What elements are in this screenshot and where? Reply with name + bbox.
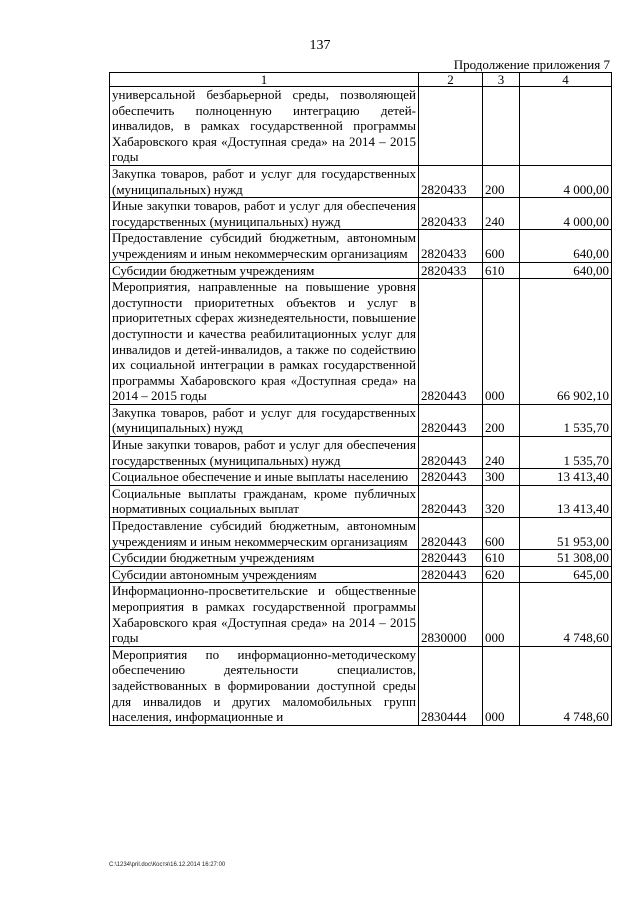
table-row <box>110 279 612 405</box>
row-description: Закупка товаров, работ и услуг для государственных (муниципальных) нужд <box>110 165 419 197</box>
row-description: Иные закупки товаров, работ и услуг для обеспечения государственных (муниципальных) нужд <box>110 437 419 469</box>
row-code: 2820433 <box>419 262 483 279</box>
row-sum: 645,00 <box>520 566 612 583</box>
row-sum: 4 748,60 <box>520 646 612 725</box>
row-group <box>483 87 520 166</box>
row-group: 200 <box>483 165 520 197</box>
page-number: 137 <box>309 38 331 53</box>
row-group: 240 <box>483 437 520 469</box>
row-description: Субсидии бюджетным учреждениям <box>110 550 419 567</box>
row-sum: 51 953,00 <box>520 518 612 550</box>
table-row <box>110 262 612 279</box>
row-sum: 4 748,60 <box>520 583 612 646</box>
row-sum <box>520 87 612 166</box>
row-description: Социальное обеспечение и иные выплаты населению <box>110 469 419 486</box>
budget-table <box>109 72 612 726</box>
row-code: 2820443 <box>419 279 483 405</box>
table-row <box>110 437 612 469</box>
row-group: 600 <box>483 230 520 262</box>
row-code: 2830000 <box>419 583 483 646</box>
row-sum: 1 535,70 <box>520 404 612 436</box>
row-group: 000 <box>483 279 520 405</box>
table-row <box>110 87 612 166</box>
row-description: Мероприятия, направленные на повышение уровня доступности приоритетных объектов и услуг в приоритетных сферах жизнедеятельности, повышение доступности и качества реабилитационных услуг для инвалидов и детей-инвалидов, а также по содействию их социальной интеграции в рамках государственной программы Хабаровского края «Доступная среда» на 2014 – 2015 годы <box>110 279 419 405</box>
row-group: 600 <box>483 518 520 550</box>
table-row <box>110 583 612 646</box>
row-code: 2820443 <box>419 469 483 486</box>
table-row <box>110 404 612 436</box>
row-group: 610 <box>483 550 520 567</box>
row-code: 2820443 <box>419 566 483 583</box>
row-sum: 13 413,40 <box>520 469 612 486</box>
row-group: 240 <box>483 198 520 230</box>
row-code: 2830444 <box>419 646 483 725</box>
table-header-row <box>110 73 612 87</box>
row-sum: 640,00 <box>520 230 612 262</box>
row-code <box>419 87 483 166</box>
row-sum: 4 000,00 <box>520 165 612 197</box>
row-sum: 51 308,00 <box>520 550 612 567</box>
table-row <box>110 646 612 725</box>
row-description: Субсидии бюджетным учреждениям <box>110 262 419 279</box>
row-description: универсальной безбарьерной среды, позволяющей обеспечить полноценную интеграцию детей-инвалидов, в рамках государственной программы Хабаровского края «Доступная среда» на 2014 – 2015 годы <box>110 87 419 166</box>
row-group: 320 <box>483 485 520 517</box>
header-cell-col4: 4 <box>520 73 612 87</box>
row-group: 610 <box>483 262 520 279</box>
row-sum: 640,00 <box>520 262 612 279</box>
row-sum: 66 902,10 <box>520 279 612 405</box>
header-cell-col3: 3 <box>483 73 520 87</box>
row-code: 2820433 <box>419 198 483 230</box>
table-row <box>110 469 612 486</box>
row-sum: 4 000,00 <box>520 198 612 230</box>
row-group: 000 <box>483 646 520 725</box>
row-description: Субсидии автономным учреждениям <box>110 566 419 583</box>
header-cell-col1: 1 <box>110 73 419 87</box>
footer-file-path: C:\1234\pril.doc\Костя\16.12.2014 16:27:00 <box>109 862 226 868</box>
row-code: 2820443 <box>419 437 483 469</box>
row-description: Мероприятия по информационно-методическому обеспечению деятельности специалистов, задействованных в формировании доступной среды для инвалидов и других маломобильных групп населения, информационные и <box>110 646 419 725</box>
table-row <box>110 550 612 567</box>
table-row <box>110 165 612 197</box>
table-row <box>110 566 612 583</box>
table-row <box>110 485 612 517</box>
row-description: Закупка товаров, работ и услуг для государственных (муниципальных) нужд <box>110 404 419 436</box>
row-group: 000 <box>483 583 520 646</box>
row-group: 300 <box>483 469 520 486</box>
row-description: Иные закупки товаров, работ и услуг для обеспечения государственных (муниципальных) нужд <box>110 198 419 230</box>
row-description: Информационно-просветительские и общественные мероприятия в рамках государственной программы Хабаровского края «Доступная среда» на 2014 – 2015 годы <box>110 583 419 646</box>
row-description: Предоставление субсидий бюджетным, автономным учреждениям и иным некоммерческим организациям <box>110 230 419 262</box>
continuation-label: Продолжение приложения 7 <box>453 57 610 72</box>
table-row <box>110 518 612 550</box>
row-code: 2820443 <box>419 485 483 517</box>
row-description: Социальные выплаты гражданам, кроме публичных нормативных социальных выплат <box>110 485 419 517</box>
row-code: 2820433 <box>419 230 483 262</box>
row-sum: 1 535,70 <box>520 437 612 469</box>
row-code: 2820433 <box>419 165 483 197</box>
row-group: 620 <box>483 566 520 583</box>
row-code: 2820443 <box>419 404 483 436</box>
row-code: 2820443 <box>419 518 483 550</box>
header-cell-col2: 2 <box>419 73 483 87</box>
row-description: Предоставление субсидий бюджетным, автономным учреждениям и иным некоммерческим организациям <box>110 518 419 550</box>
row-group: 200 <box>483 404 520 436</box>
row-code: 2820443 <box>419 550 483 567</box>
table-row <box>110 198 612 230</box>
row-sum: 13 413,40 <box>520 485 612 517</box>
table-row <box>110 230 612 262</box>
